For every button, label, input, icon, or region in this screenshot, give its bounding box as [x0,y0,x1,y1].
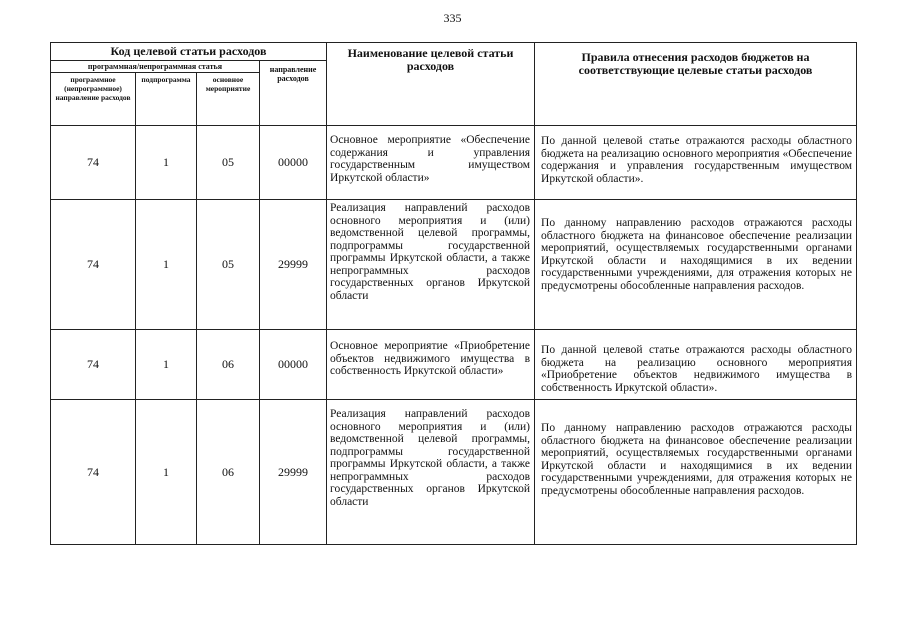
program-group-header: программная/непрограммная статья [51,61,260,73]
direction-code: 29999 [260,400,327,545]
table-row [51,200,857,330]
direction-header: направление расходов [260,61,327,126]
budget-table [50,42,857,545]
program-code: 74 [51,400,136,545]
article-rule: По данному направлению расходов отражаются расходы областного бюджета на финансовое обеспечение реализации мероприятий, осуществляемых государственными органами Иркутской области и находящимися в их ведении государственными учреждениями, для отражения которых не предусмотрены обособленные направления расходов. [535,400,857,545]
event-code: 06 [197,400,260,545]
subprogram-code: 1 [136,126,197,200]
event-code: 06 [197,330,260,400]
main-event-header: основное мероприятие [197,73,260,126]
subprogram-code: 1 [136,400,197,545]
name-header: Наименование целевой статьи расходов [327,43,535,126]
subprogram-header: подпрограмма [136,73,197,126]
article-name: Реализация направлений расходов основного мероприятия и (или) ведомственной целевой программы, подпрограммы государственной программы Иркутской области, а также непрограммных расходов государственных органов Иркутской области [327,400,535,545]
article-name: Реализация направлений расходов основного мероприятия и (или) ведомственной целевой программы, подпрограммы государственной программы Иркутской области, а также непрограммных расходов государственных органов Иркутской области [327,200,535,330]
article-rule: По данной целевой статье отражаются расходы областного бюджета на реализацию основного мероприятия «Обеспечение содержания и управления государственным имуществом Иркутской области». [535,126,857,200]
table-row [51,400,857,545]
direction-code: 00000 [260,330,327,400]
direction-code: 29999 [260,200,327,330]
header-row-1 [51,43,857,61]
table-row [51,330,857,400]
program-header: программное (непрограммное) направление расходов [51,73,136,126]
event-code: 05 [197,126,260,200]
event-code: 05 [197,200,260,330]
program-code: 74 [51,330,136,400]
subprogram-code: 1 [136,330,197,400]
direction-code: 00000 [260,126,327,200]
article-rule: По данной целевой статье отражаются расходы областного бюджета на реализацию основного мероприятия «Приобретение объектов недвижимого имущества в собственность Иркутской области». [535,330,857,400]
program-code: 74 [51,200,136,330]
subprogram-code: 1 [136,200,197,330]
rules-header: Правила отнесения расходов бюджетов на соответствующие целевые статьи расходов [535,43,857,126]
table-row [51,126,857,200]
page-number: 335 [443,11,462,25]
article-name: Основное мероприятие «Обеспечение содержания и управления государственным имуществом Иркутской области» [327,126,535,200]
article-rule: По данному направлению расходов отражаются расходы областного бюджета на финансовое обеспечение реализации мероприятий, осуществляемых государственными органами Иркутской области и находящимися в их ведении государственными учреждениями, для отражения которых не предусмотрены обособленные направления расходов. [535,200,857,330]
program-code: 74 [51,126,136,200]
code-header: Код целевой статьи расходов [51,43,327,61]
article-name: Основное мероприятие «Приобретение объектов недвижимого имущества в собственность Иркутской области» [327,330,535,400]
